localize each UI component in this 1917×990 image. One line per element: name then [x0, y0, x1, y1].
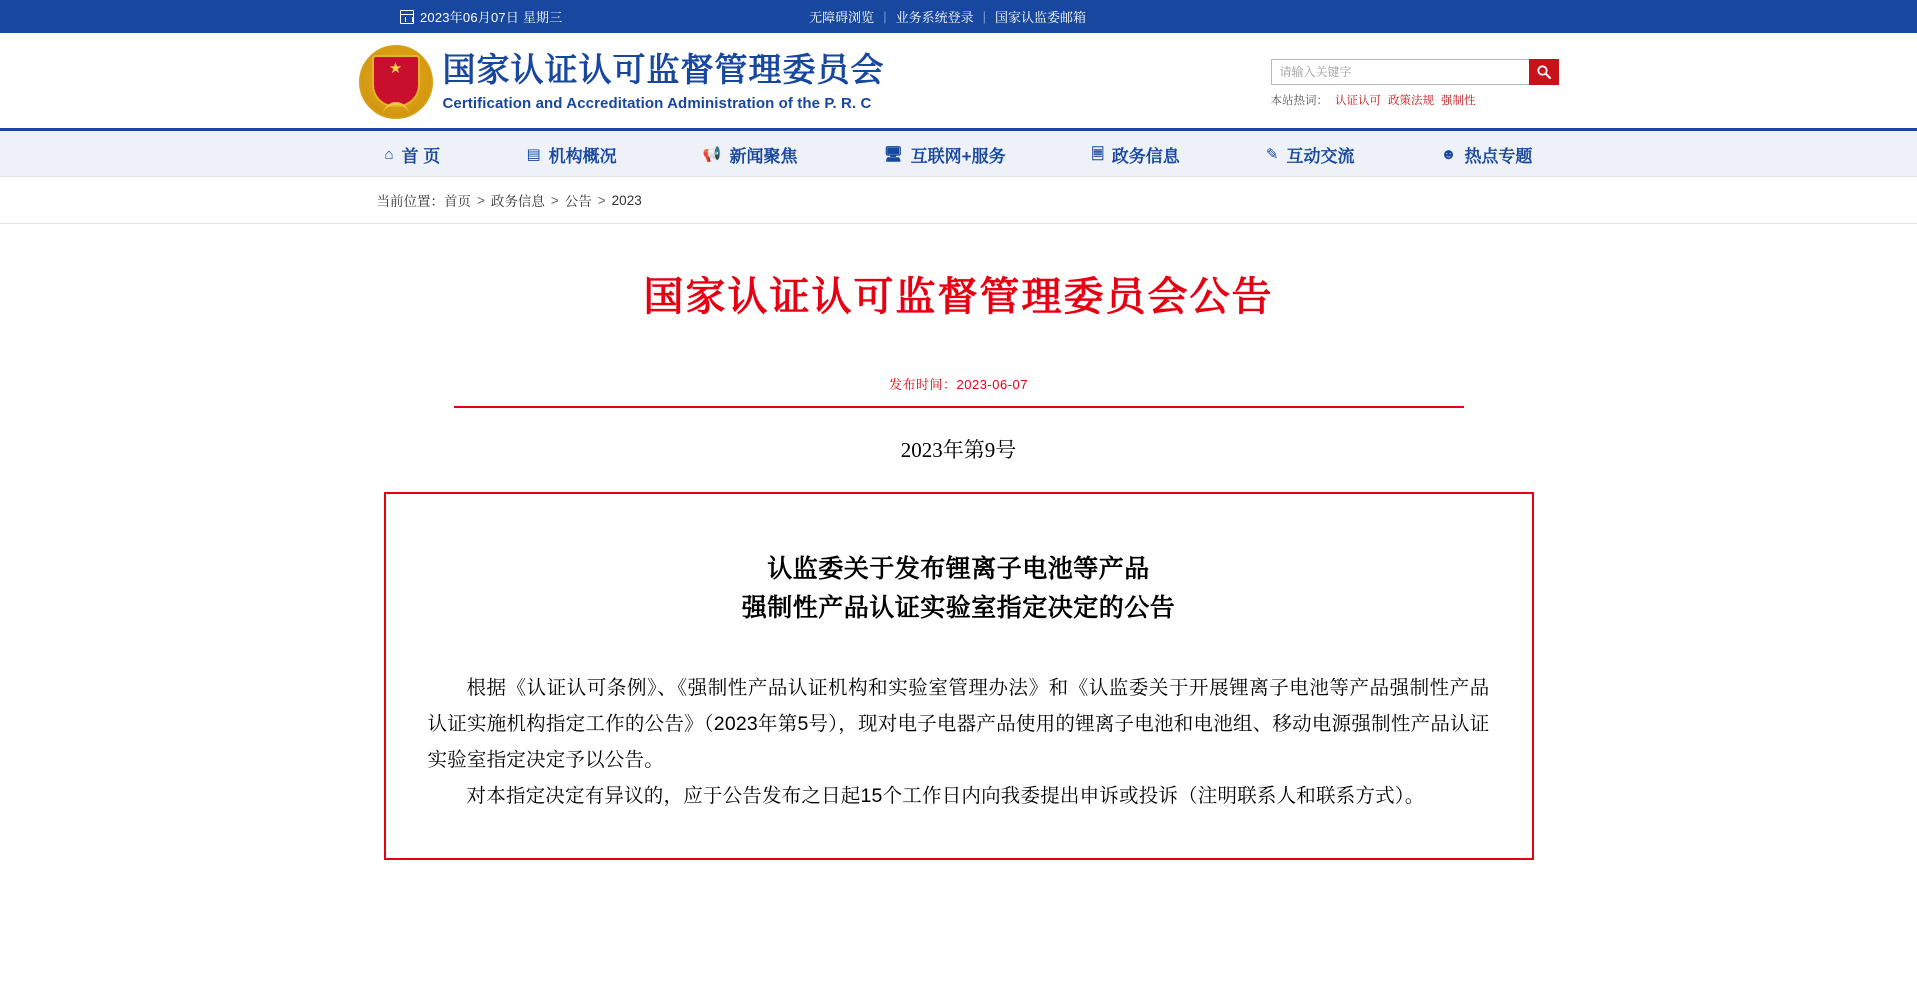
nav-item-hot-topic-label: 热点专题 — [1464, 146, 1533, 166]
breadcrumb-item-0[interactable]: 首页 — [444, 194, 471, 209]
top-link-separator-1: | — [883, 9, 887, 24]
notice-paragraph-2: 对本指定决定有异议的，应于公告发布之日起15个工作日内向我委提出申诉或投诉（注明联系人和联系方式）。 — [466, 784, 1425, 807]
nav-item-news-label: 新闻聚焦 — [729, 146, 798, 166]
internet-service-icon: 🖥 — [883, 145, 903, 163]
nav-item-internet-service[interactable] — [884, 142, 1006, 167]
article — [359, 224, 1559, 860]
nav-item-organization-label: 机构概况 — [548, 146, 617, 166]
top-utility-bar — [0, 0, 1917, 33]
organization-icon: ▤ — [526, 145, 541, 163]
breadcrumb-label: 当前位置： — [376, 194, 444, 209]
breadcrumb-separator-2: > — [597, 192, 606, 208]
nav-item-organization[interactable] — [526, 142, 616, 167]
site-search — [1271, 59, 1559, 108]
interaction-icon: ✎ — [1265, 145, 1279, 163]
breadcrumb — [359, 177, 1559, 223]
government-info-icon: 🗏 — [1091, 145, 1104, 163]
nav-item-hot-topic[interactable] — [1441, 142, 1533, 167]
main-nav — [0, 128, 1917, 177]
breadcrumb-band — [0, 177, 1917, 224]
search-row — [1271, 59, 1559, 85]
site-header — [0, 33, 1917, 128]
search-icon — [1536, 64, 1552, 80]
notice-title — [428, 550, 1490, 628]
document-number: 2023年第9号 — [900, 438, 1017, 462]
notice-box — [384, 492, 1534, 860]
hot-keyword-0[interactable]: 认证认可 — [1335, 95, 1381, 107]
main-nav-inner — [359, 131, 1559, 177]
hot-topic-icon: ☻ — [1440, 145, 1457, 163]
current-date-text: 2023年06月07日 星期三 — [420, 10, 563, 25]
breadcrumb-separator-0: > — [477, 192, 485, 208]
search-button[interactable] — [1529, 59, 1559, 85]
breadcrumb-separator-1: > — [550, 192, 559, 208]
breadcrumb-item-3[interactable]: 2023 — [611, 192, 642, 208]
nav-item-interaction[interactable] — [1266, 142, 1355, 167]
notice-title-line2: 强制性产品认证实验室指定决定的公告 — [741, 593, 1176, 622]
nav-item-home[interactable] — [385, 142, 441, 167]
site-title-en: Certification and Accreditation Administration of the P. R. C — [442, 94, 872, 112]
breadcrumb-item-2[interactable]: 公告 — [564, 194, 592, 209]
top-utility-bar-inner — [0, 7, 1917, 26]
nav-item-government-info[interactable] — [1092, 142, 1180, 167]
site-title-block — [443, 51, 885, 112]
nav-item-home-label: 首 页 — [401, 146, 441, 166]
cnca-mail-link[interactable]: 国家认监委邮箱 — [994, 10, 1086, 25]
site-title-cn: 国家认证认可监督管理委员会 — [442, 51, 885, 88]
notice-paragraph-1: 根据《认证认可条例》、《强制性产品认证机构和实验室管理办法》和《认监委关于开展锂离子电池等产品强制性产品认证实施机构指定工作的公告》（2023年第5号），现对电子电器产品使用的锂离子电池和电池组、移动电源强制性产品认证实验室指定决定予以公告。 — [427, 676, 1490, 771]
notice-title-line1: 认监委关于发布锂离子电池等产品 — [767, 555, 1150, 583]
current-date — [400, 7, 562, 26]
accessibility-link[interactable]: 无障碍浏览 — [809, 10, 875, 25]
page-title: 国家认证认可监督管理委员会公告 — [643, 275, 1274, 319]
calendar-icon — [400, 10, 414, 24]
hot-keyword-1[interactable]: 政策法规 — [1388, 95, 1434, 107]
top-utility-links — [800, 7, 1095, 26]
publish-time — [359, 374, 1559, 393]
divider-rule — [454, 406, 1464, 408]
national-emblem-icon — [359, 45, 433, 119]
nav-item-government-info-label: 政务信息 — [1111, 146, 1180, 166]
nav-item-interaction-label: 互动交流 — [1286, 146, 1355, 166]
home-icon: ⌂ — [384, 145, 394, 163]
publish-time-value: 2023-06-07 — [956, 377, 1028, 392]
nav-item-news[interactable] — [703, 142, 798, 167]
site-header-inner — [359, 33, 1559, 128]
breadcrumb-item-1[interactable]: 政务信息 — [490, 194, 545, 209]
hot-keyword-2[interactable]: 强制性 — [1441, 95, 1476, 107]
search-input[interactable] — [1271, 59, 1529, 85]
publish-time-label: 发布时间： — [888, 377, 957, 392]
news-icon: 📢 — [702, 145, 722, 163]
business-system-login-link[interactable]: 业务系统登录 — [895, 10, 974, 25]
emblem-shield — [372, 55, 420, 107]
nav-item-internet-service-label: 互联网+服务 — [910, 146, 1006, 166]
top-link-separator-2: | — [982, 9, 986, 24]
hot-keywords — [1271, 92, 1559, 108]
hot-keywords-label: 本站热词： — [1270, 95, 1328, 107]
